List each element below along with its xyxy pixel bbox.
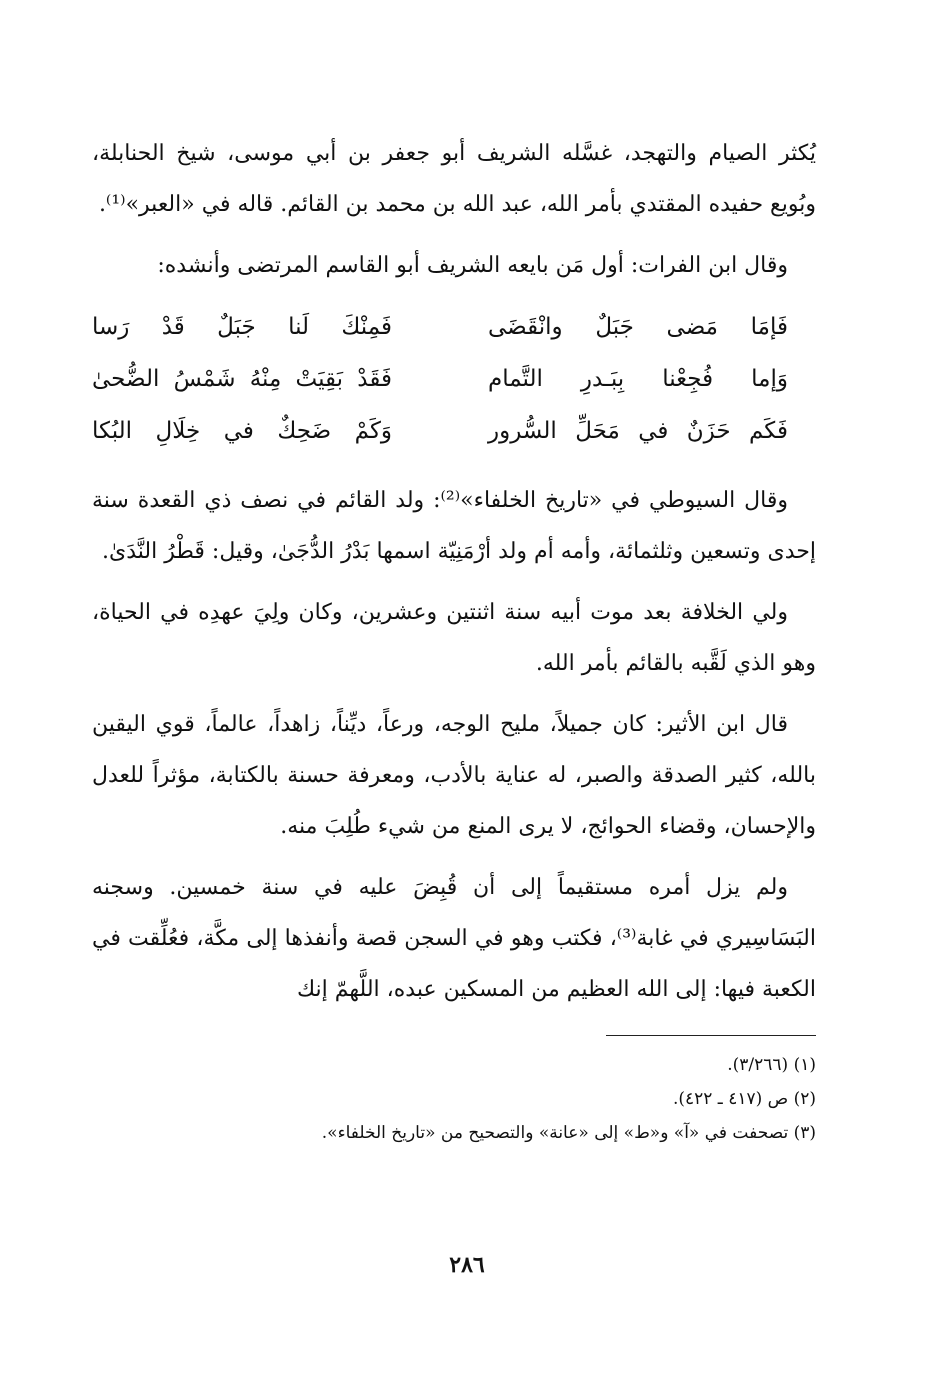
poem-verse-2	[92, 353, 816, 405]
paragraph-4: ولي الخلافة بعد موت أبيه سنة اثنتين وعشرين، وكان ولِيَ عهدِه في الحياة، وهو الذي لَقَّبه بالقائم بأمر الله.	[92, 600, 816, 676]
footnote-2: (٢) ص (٤١٧ ـ ٤٢٢).	[672, 1089, 816, 1109]
page-number: ٢٨٦	[449, 1252, 485, 1278]
poem	[92, 301, 816, 457]
paragraph-6: ولم يزل أمره مستقيماً إلى أن قُبِضَ عليه في سنة خمسين. وسجنه البَسَاسِيري في غابة⁽³⁾، فكتب وهو في السجن قصة وأنفذها إلى مكَّة، فعُلِّقت في الكعبة فيها: إلى الله العظيم من المسكين عبده، اللَّهمّ إنك	[92, 875, 816, 1002]
poem-verse-3	[92, 405, 816, 457]
footnote-1: (١) (٣/٢٦٦).	[727, 1055, 816, 1075]
verse-first-hemistich: وَإما فُجِعْنا بِبَـدرِ التَّمام	[488, 366, 788, 392]
verse-first-hemistich: فَإمَا مَضى جَبَلٌ وانْقَضَى	[488, 314, 788, 340]
verse-second-hemistich: فَمِنْكَ لَنا جَبَلٌ قَدْ رَسا	[92, 314, 392, 340]
verse-second-hemistich: فَقَدْ بَقِيَتْ مِنْهُ شَمْسُ الضُّحىٰ	[92, 366, 392, 392]
paragraph-5: قال ابن الأثير: كان جميلاً، مليح الوجه، ورعاً، ديِّناً، زاهداً، عالماً، قوي اليقين بالله، كثير الصدقة والصبر، له عناية بالأدب، ومعرفة حسنة بالكتابة، مؤثراً للعدل والإحسان، وقضاء الحوائج، لا يرى المنع من شيء طُلِبَ منه.	[92, 712, 816, 839]
paragraph-2: وقال ابن الفرات: أول مَن بايعه الشريف أبو القاسم المرتضى وأنشده:	[157, 253, 788, 278]
paragraph-1: يُكثر الصيام والتهجد، غسَّله الشريف أبو جعفر بن أبي موسى، شيخ الحنابلة، وبُويع حفيده المقتدي بأمر الله، عبد الله بن محمد بن القائم. قاله في «العبر»⁽¹⁾.	[92, 141, 816, 217]
footnote-divider	[606, 1035, 816, 1036]
paragraph-3: وقال السيوطي في «تاريخ الخلفاء»⁽²⁾: ولد القائم في نصف ذي القعدة سنة إحدى وتسعين وثلثمائة، وأمه أم ولد أرْمَنِيّة اسمها بَدْرُ الدُّجَىٰ، وقيل: قَطْرُ النَّدَىٰ.	[92, 488, 816, 564]
footnote-3: (٣) تصحفت في «آ» و«ط» إلى «عانة» والتصحيح من «تاريخ الخلفاء».	[321, 1123, 816, 1143]
verse-second-hemistich: وَكَمْ ضَحِكٌ في خِلَالِ البُكا	[92, 418, 392, 444]
verse-first-hemistich: فَكَم حَزَنٌ في مَحَلِّ السُّرور	[488, 418, 788, 444]
poem-verse-1	[92, 301, 816, 353]
